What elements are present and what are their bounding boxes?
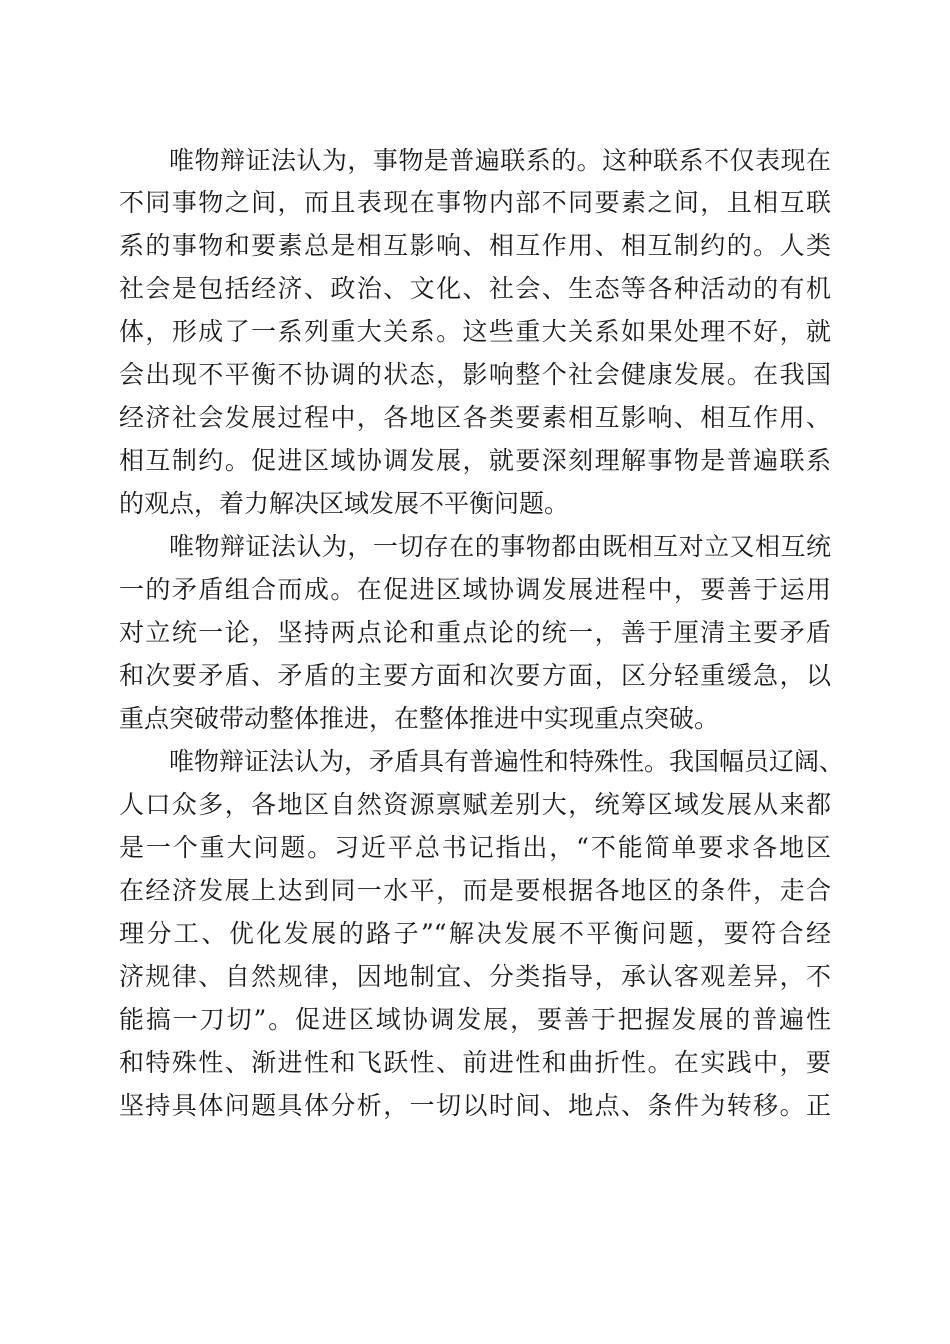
paragraph-3-line-3: 是一个重大问题。习近平总书记指出，“不能简单要求各地区 [119,833,831,862]
paragraph-2-line-1: 唯物辩证法认为，一切存在的事物都由既相互对立又相互统 [169,532,831,561]
paragraph-3-line-7: 能搞一刀切”。促进区域协调发展，要善于把握发展的普遍性 [119,1005,831,1034]
paragraph-1-line-9: 的观点，着力解决区域发展不平衡问题。 [119,489,570,518]
paragraph-3-line-8: 和特殊性、渐进性和飞跃性、前进性和曲折性。在实践中，要 [119,1048,831,1077]
paragraph-2-line-4: 和次要矛盾、矛盾的主要方面和次要方面，区分轻重缓急，以 [119,661,831,690]
paragraph-2-line-5: 重点突破带动整体推进，在整体推进中实现重点突破。 [119,704,720,733]
paragraph-1-line-7: 经济社会发展过程中，各地区各类要素相互影响、相互作用、 [119,403,831,432]
paragraph-1-line-4: 社会是包括经济、政治、文化、社会、生态等各种活动的有机 [119,274,831,303]
paragraph-3-line-9: 坚持具体问题具体分析，一切以时间、地点、条件为转移。正 [119,1091,831,1120]
paragraph-3-line-6: 济规律、自然规律，因地制宜、分类指导，承认客观差异，不 [119,962,831,991]
paragraph-2-line-2: 一的矛盾组合而成。在促进区域协调发展进程中，要善于运用 [119,575,831,604]
paragraph-3-line-1: 唯物辩证法认为，矛盾具有普遍性和特殊性。我国幅员辽阔、 [169,747,845,776]
paragraph-1-line-1: 唯物辩证法认为，事物是普遍联系的。这种联系不仅表现在 [169,146,831,175]
paragraph-1-line-8: 相互制约。促进区域协调发展，就要深刻理解事物是普遍联系 [119,446,831,475]
paragraph-3-line-4: 在经济发展上达到同一水平，而是要根据各地区的条件，走合 [119,876,831,905]
paragraph-1-line-3: 系的事物和要素总是相互影响、相互作用、相互制约的。人类 [119,231,831,260]
paragraph-1-line-6: 会出现不平衡不协调的状态，影响整个社会健康发展。在我国 [119,360,831,389]
paragraph-2-line-3: 对立统一论，坚持两点论和重点论的统一，善于厘清主要矛盾 [119,618,831,647]
paragraph-1-line-5: 体，形成了一系列重大关系。这些重大关系如果处理不好，就 [119,317,831,346]
paragraph-3-line-2: 人口众多，各地区自然资源禀赋差别大，统筹区域发展从来都 [119,790,831,819]
paragraph-1-line-2: 不同事物之间，而且表现在事物内部不同要素之间，且相互联 [119,188,831,217]
paragraph-3-line-5: 理分工、优化发展的路子”“解决发展不平衡问题，要符合经 [119,919,831,948]
